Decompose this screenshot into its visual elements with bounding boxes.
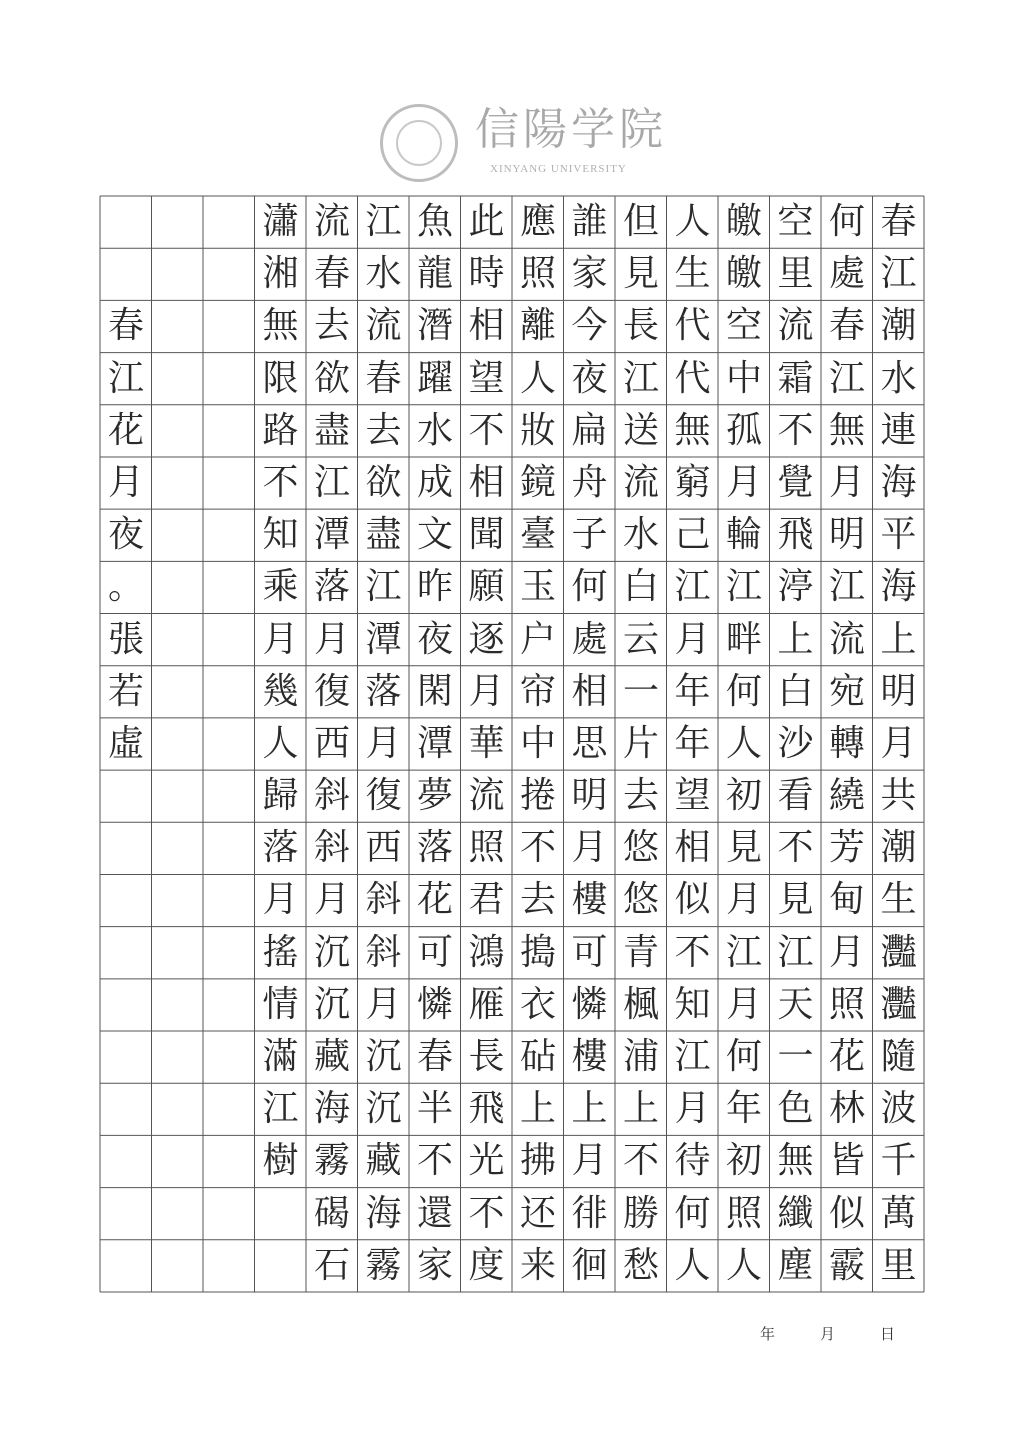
- poem-character: 宛: [828, 670, 865, 712]
- poem-character: 去: [519, 879, 556, 921]
- poem-character: 不: [468, 409, 505, 451]
- poem-character: 斜: [313, 827, 350, 869]
- poem-character: 待: [674, 1140, 711, 1182]
- poem-character: 生: [880, 879, 917, 921]
- poem-character: 上: [519, 1088, 556, 1130]
- poem-character: 月: [262, 879, 299, 921]
- poem-character: 皦: [725, 253, 762, 295]
- poem-character: 年: [674, 670, 711, 712]
- poem-character: 潛: [416, 305, 453, 347]
- poem-character: 拂: [519, 1140, 556, 1182]
- poem-character: 樓: [571, 1036, 608, 1078]
- poem-character: 空: [725, 305, 762, 347]
- title-character: 花: [107, 409, 144, 451]
- poem-character: 江: [725, 931, 762, 973]
- poem-character: 君: [468, 879, 505, 921]
- poem-character: 看: [777, 775, 814, 817]
- poem-character: 平: [880, 514, 917, 556]
- poem-character: 見: [725, 827, 762, 869]
- poem-character: 何: [725, 670, 762, 712]
- poem-character: 但: [622, 201, 659, 242]
- poem-character: 窮: [674, 461, 711, 503]
- poem-character: 逐: [468, 618, 505, 660]
- poem-character: 千: [880, 1140, 917, 1182]
- poem-character: 流: [468, 775, 505, 817]
- poem-character: 夢: [416, 775, 453, 817]
- poem-character: 帘: [519, 670, 556, 712]
- poem-character: 樓: [571, 879, 608, 921]
- poem-character: 此: [468, 201, 505, 242]
- poem-character: 春: [880, 201, 917, 242]
- poem-character: 花: [416, 879, 453, 921]
- poem-character: 情: [262, 983, 299, 1025]
- poem-character: 瀟: [262, 201, 299, 242]
- poem-character: 轉: [828, 722, 865, 764]
- poem-character: 月: [365, 983, 402, 1025]
- poem-character: 可: [571, 931, 608, 973]
- poem-character: 初: [725, 1140, 762, 1182]
- poem-character: 無: [262, 305, 299, 347]
- poem-character: 云: [622, 618, 659, 660]
- poem-character: 應: [519, 201, 556, 242]
- poem-character: 水: [622, 514, 659, 556]
- poem-character: 無: [828, 409, 865, 451]
- poem-character: 限: [262, 357, 299, 399]
- poem-character: 欲: [313, 357, 350, 399]
- poem-character: 聞: [468, 514, 505, 556]
- poem-character: 江: [828, 566, 865, 608]
- poem-character: 沙: [777, 722, 814, 764]
- poem-character: 不: [519, 827, 556, 869]
- title-character: 江: [107, 357, 144, 399]
- poem-character: 相: [468, 305, 505, 347]
- poem-character: 沉: [313, 931, 350, 973]
- poem-character: 灩: [880, 983, 917, 1025]
- poem-character: 己: [674, 514, 711, 556]
- poem-character: 海: [880, 461, 917, 503]
- poem-character: 天: [777, 983, 814, 1025]
- poem-character: 似: [828, 1192, 865, 1234]
- poem-character: 月: [571, 827, 608, 869]
- poem-character: 光: [468, 1140, 505, 1182]
- poem-character: 覺: [777, 461, 814, 503]
- poem-character: 霜: [777, 357, 814, 399]
- poem-character: 流: [313, 201, 350, 242]
- poem-character: 林: [828, 1088, 865, 1130]
- poem-character: 復: [313, 670, 350, 712]
- poem-character: 流: [777, 305, 814, 347]
- poem-character: 江: [828, 357, 865, 399]
- poem-character: 何: [828, 201, 865, 242]
- poem-character: 月: [725, 461, 762, 503]
- poem-character: 青: [622, 931, 659, 973]
- poem-character: 人: [725, 722, 762, 764]
- poem-character: 纖: [777, 1192, 814, 1234]
- poem-character: 望: [674, 775, 711, 817]
- poem-character: 人: [725, 1244, 762, 1286]
- poem-character: 扁: [571, 409, 608, 451]
- poem-character: 鏡: [519, 461, 556, 503]
- poem-character: 無: [674, 409, 711, 451]
- title-character: 虛: [107, 722, 144, 764]
- poem-character: 送: [622, 409, 659, 451]
- poem-character: 去: [365, 409, 402, 451]
- poem-character: 不: [674, 931, 711, 973]
- poem-character: 中: [725, 357, 762, 399]
- poem-character: 空: [777, 201, 814, 242]
- poem-character: 雁: [468, 983, 505, 1025]
- poem-character: 共: [880, 775, 917, 817]
- poem-character: 霧: [313, 1140, 350, 1182]
- title-character: 春: [107, 305, 144, 347]
- poem-character: 花: [828, 1036, 865, 1078]
- poem-character: 月: [674, 618, 711, 660]
- poem-character: 徊: [571, 1244, 608, 1286]
- poem-character: 江: [365, 201, 402, 242]
- poem-character: 知: [674, 983, 711, 1025]
- poem-character: 萬: [880, 1192, 917, 1234]
- poem-character: 龍: [416, 253, 453, 295]
- poem-character: 月: [262, 618, 299, 660]
- poem-character: 片: [622, 722, 659, 764]
- poem-character: 初: [725, 775, 762, 817]
- poem-character: 江: [880, 253, 917, 295]
- title-character: 。: [107, 566, 144, 608]
- poem-character: 處: [828, 253, 865, 295]
- poem-character: 飛: [468, 1088, 505, 1130]
- poem-character: 月: [828, 931, 865, 973]
- poem-character: 幾: [262, 670, 299, 712]
- poem-character: 碣: [313, 1192, 350, 1234]
- poem-character: 離: [519, 305, 556, 347]
- poem-character: 江: [622, 357, 659, 399]
- poem-character: 見: [622, 253, 659, 295]
- poem-character: 落: [416, 827, 453, 869]
- poem-character: 里: [880, 1244, 917, 1286]
- poem-character: 波: [880, 1088, 917, 1130]
- poem-character: 沉: [313, 983, 350, 1025]
- poem-character: 愁: [622, 1244, 659, 1286]
- poem-character: 家: [416, 1244, 453, 1286]
- poem-character: 悠: [622, 879, 659, 921]
- poem-character: 家: [571, 253, 608, 295]
- poem-character: 海: [365, 1192, 402, 1234]
- poem-character: 斜: [365, 931, 402, 973]
- university-name-logo: 信陽学院: [475, 104, 667, 155]
- poem-character: 月: [313, 618, 350, 660]
- poem-character: 躍: [416, 357, 453, 399]
- poem-character: 斜: [365, 879, 402, 921]
- poem-character: 石: [313, 1244, 350, 1286]
- poem-character: 華: [468, 722, 505, 764]
- poem-character: 西: [365, 827, 402, 869]
- poem-character: 子: [571, 514, 608, 556]
- poem-character: 不: [777, 409, 814, 451]
- poem-character: 江: [777, 931, 814, 973]
- poem-character: 春: [365, 357, 402, 399]
- poem-character: 海: [313, 1088, 350, 1130]
- poem-character: 復: [365, 775, 402, 817]
- poem-character: 水: [880, 357, 917, 399]
- poem-character: 長: [622, 305, 659, 347]
- poem-character: 藏: [365, 1140, 402, 1182]
- poem-character: 臺: [519, 514, 556, 556]
- poem-character: 江: [313, 461, 350, 503]
- poem-character: 月: [365, 722, 402, 764]
- poem-character: 文: [416, 514, 453, 556]
- poem-character: 水: [416, 409, 453, 451]
- poem-character: 落: [262, 827, 299, 869]
- poem-character: 潭: [313, 514, 350, 556]
- university-seal-logo: [380, 104, 458, 182]
- poem-character: 年: [674, 722, 711, 764]
- poem-character: 鴻: [468, 931, 505, 973]
- university-english-name: XINYANG UNIVERSITY: [490, 163, 627, 175]
- title-character: 張: [107, 618, 144, 660]
- poem-character: 還: [416, 1192, 453, 1234]
- poem-character: 月: [674, 1088, 711, 1130]
- poem-character: 沉: [365, 1088, 402, 1130]
- poem-character: 明: [828, 514, 865, 556]
- poem-character: 畔: [725, 618, 762, 660]
- poem-character: 还: [519, 1192, 556, 1234]
- poem-character: 連: [880, 409, 917, 451]
- poem-character: 流: [828, 618, 865, 660]
- poem-character: 月: [725, 983, 762, 1025]
- poem-character: 年: [725, 1088, 762, 1130]
- poem-character: 相: [468, 461, 505, 503]
- poem-character: 相: [674, 827, 711, 869]
- poem-character: 白: [777, 670, 814, 712]
- poem-character: 湘: [262, 253, 299, 295]
- poem-character: 不: [777, 827, 814, 869]
- poem-character: 斜: [313, 775, 350, 817]
- poem-character: 照: [468, 827, 505, 869]
- poem-character: 舟: [571, 461, 608, 503]
- poem-character: 不: [262, 461, 299, 503]
- poem-character: 去: [622, 775, 659, 817]
- poem-character: 生: [674, 253, 711, 295]
- poem-character: 户: [519, 618, 556, 660]
- poem-character: 藏: [313, 1036, 350, 1078]
- poem-character: 半: [416, 1088, 453, 1130]
- poem-character: 明: [880, 670, 917, 712]
- poem-character: 江: [725, 566, 762, 608]
- poem-character: 一: [622, 670, 659, 712]
- poem-character: 代: [674, 357, 711, 399]
- poem-character: 沉: [365, 1036, 402, 1078]
- poem-character: 落: [313, 566, 350, 608]
- poem-character: 上: [777, 618, 814, 660]
- poem-character: 皦: [725, 201, 762, 242]
- poem-character: 隨: [880, 1036, 917, 1078]
- poem-character: 滿: [262, 1036, 299, 1078]
- poem-character: 楓: [622, 983, 659, 1025]
- poem-character: 昨: [416, 566, 453, 608]
- poem-character: 流: [622, 461, 659, 503]
- poem-character: 甸: [828, 879, 865, 921]
- poem-character: 落: [365, 670, 402, 712]
- poem-character: 春: [828, 305, 865, 347]
- title-character: 夜: [107, 514, 144, 556]
- poem-character: 照: [725, 1192, 762, 1234]
- poem-character: 不: [622, 1140, 659, 1182]
- poem-character: 孤: [725, 409, 762, 451]
- poem-character: 度: [468, 1244, 505, 1286]
- poem-character: 渟: [777, 566, 814, 608]
- poem-character: 今: [571, 305, 608, 347]
- poem-character: 里: [777, 253, 814, 295]
- poem-character: 浦: [622, 1036, 659, 1078]
- poem-character: 盡: [313, 409, 350, 451]
- poem-character: 色: [777, 1088, 814, 1130]
- poem-character: 月: [880, 722, 917, 764]
- poem-character: 砧: [519, 1036, 556, 1078]
- poem-character: 上: [571, 1088, 608, 1130]
- poem-character: 成: [416, 461, 453, 503]
- poem-character: 潮: [880, 827, 917, 869]
- poem-character: 欲: [365, 461, 402, 503]
- poem-character: 思: [571, 722, 608, 764]
- poem-character: 捲: [519, 775, 556, 817]
- poem-character: 閑: [416, 670, 453, 712]
- poem-character: 相: [571, 670, 608, 712]
- poem-character: 悠: [622, 827, 659, 869]
- poem-character: 何: [725, 1036, 762, 1078]
- poem-character: 徘: [571, 1192, 608, 1234]
- poem-character: 誰: [571, 201, 608, 242]
- poem-character: 江: [365, 566, 402, 608]
- poem-character: 中: [519, 722, 556, 764]
- poem-character: 月: [313, 879, 350, 921]
- poem-character: 月: [828, 461, 865, 503]
- poem-character: 上: [880, 618, 917, 660]
- poem-character: 人: [674, 1244, 711, 1286]
- poem-character: 月: [725, 879, 762, 921]
- poem-character: 上: [622, 1088, 659, 1130]
- poem-character: 霰: [828, 1244, 865, 1286]
- poem-character: 乘: [262, 566, 299, 608]
- poem-character: 長: [468, 1036, 505, 1078]
- poem-character: 搖: [262, 931, 299, 973]
- poem-character: 望: [468, 357, 505, 399]
- poem-character: 時: [468, 253, 505, 295]
- poem-character: 夜: [416, 618, 453, 660]
- poem-character: 妝: [519, 409, 556, 451]
- poem-character: 盡: [365, 514, 402, 556]
- poem-character: 一: [777, 1036, 814, 1078]
- poem-character: 夜: [571, 357, 608, 399]
- poem-character: 照: [519, 253, 556, 295]
- poem-character: 流: [365, 305, 402, 347]
- poem-character: 樹: [262, 1140, 299, 1182]
- poem-character: 塵: [777, 1244, 814, 1286]
- poem-character: 明: [571, 775, 608, 817]
- poem-character: 江: [674, 1036, 711, 1078]
- poem-character: 芳: [828, 827, 865, 869]
- poem-character: 見: [777, 879, 814, 921]
- title-character: 月: [107, 461, 144, 503]
- poem-character: 霧: [365, 1244, 402, 1286]
- poem-character: 不: [468, 1192, 505, 1234]
- poem-character: 人: [519, 357, 556, 399]
- poem-character: 江: [262, 1088, 299, 1130]
- poem-character: 水: [365, 253, 402, 295]
- poem-character: 搗: [519, 931, 556, 973]
- poem-character: 何: [674, 1192, 711, 1234]
- poem-character: 春: [416, 1036, 453, 1078]
- poem-character: 憐: [571, 983, 608, 1025]
- poem-character: 憐: [416, 983, 453, 1025]
- poem-character: 願: [468, 566, 505, 608]
- poem-character: 衣: [519, 983, 556, 1025]
- poem-character: 知: [262, 514, 299, 556]
- poem-character: 勝: [622, 1192, 659, 1234]
- poem-character: 無: [777, 1140, 814, 1182]
- poem-character: 照: [828, 983, 865, 1025]
- poem-character: 玉: [519, 566, 556, 608]
- poem-character: 似: [674, 879, 711, 921]
- poem-character: 灩: [880, 931, 917, 973]
- poem-character: 何: [571, 566, 608, 608]
- poem-character: 歸: [262, 775, 299, 817]
- poem-character: 可: [416, 931, 453, 973]
- poem-character: 飛: [777, 514, 814, 556]
- poem-character: 不: [416, 1140, 453, 1182]
- poem-character: 人: [262, 722, 299, 764]
- date-year-label: 年: [760, 1325, 776, 1343]
- poem-character: 去: [313, 305, 350, 347]
- poem-character: 江: [674, 566, 711, 608]
- poem-character: 魚: [416, 201, 453, 242]
- title-character: 若: [107, 670, 144, 712]
- poem-character: 春: [313, 253, 350, 295]
- poem-character: 潮: [880, 305, 917, 347]
- poem-character: 繞: [828, 775, 865, 817]
- poem-character: 来: [519, 1244, 556, 1286]
- poem-character: 皆: [828, 1140, 865, 1182]
- poem-character: 代: [674, 305, 711, 347]
- poem-character: 處: [571, 618, 608, 660]
- poem-character: 白: [622, 566, 659, 608]
- date-day-label: 日: [880, 1325, 896, 1343]
- poem-character: 月: [571, 1140, 608, 1182]
- poem-character: 輪: [725, 514, 762, 556]
- poem-character: 潭: [416, 722, 453, 764]
- date-month-label: 月: [820, 1325, 836, 1343]
- poem-character: 潭: [365, 618, 402, 660]
- poem-character: 月: [468, 670, 505, 712]
- poem-character: 西: [313, 722, 350, 764]
- poem-character: 海: [880, 566, 917, 608]
- poem-character: 人: [674, 201, 711, 242]
- poem-character: 路: [262, 409, 299, 451]
